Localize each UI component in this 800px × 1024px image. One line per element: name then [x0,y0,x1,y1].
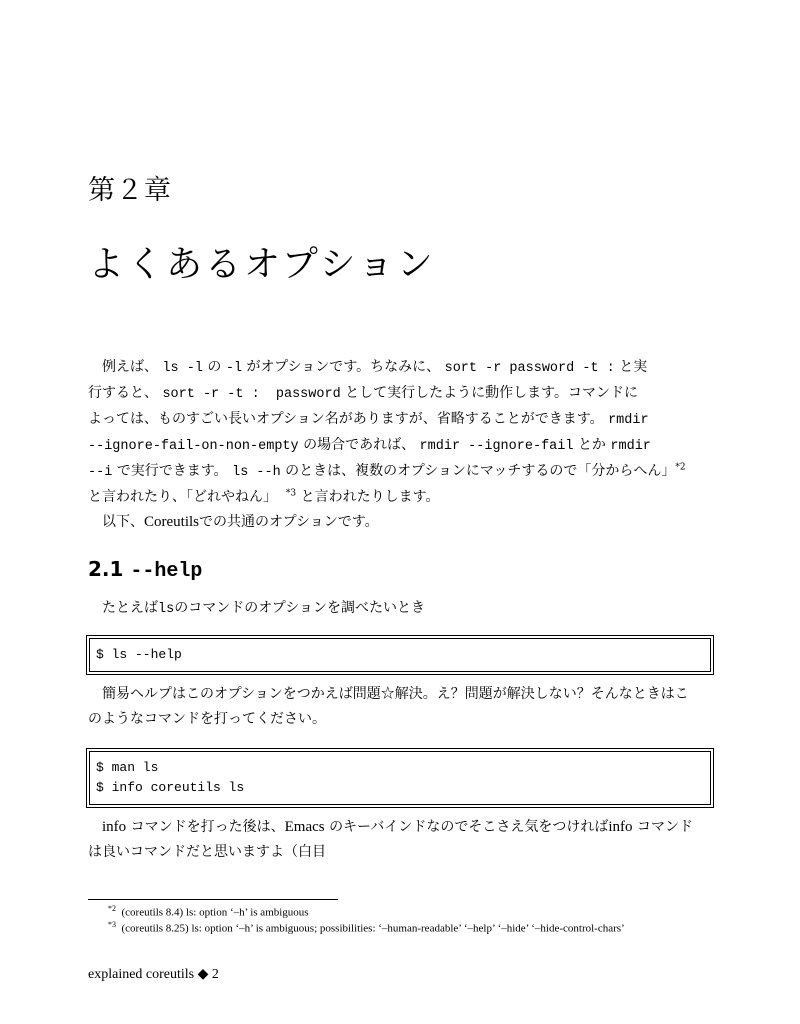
footnote-divider [88,899,338,900]
body-paragraph [88,815,716,865]
text-line: 簡易ヘルプはこのオプションをつかえば問題☆解決。え？問題が解決しない？そんなときはこ [88,686,689,702]
code-block [86,748,714,808]
intro-paragraph [88,355,716,535]
footnote: $^{*2}$ (coreutils 8.4) ls: option ‘–h’ is ambiguous [108,904,309,919]
text-line: よっては、ものすごい長いオプション名がありますが、省略することができます。 rmdir [88,411,649,428]
footnote-ref[interactable]: *3 [285,488,297,499]
footnote-mark: *3 [108,920,116,929]
text-line: は良いコマンドだと思いますよ（白目 [88,844,326,860]
diamond-icon: ◆ [197,967,209,982]
text-line: info コマンドを打った後は、Emacs のキーバインドなのでそこさえ気をつければinfo コマンド [102,819,693,835]
text-line: 例えば、 ls -l の -l がオプションです。ちなみに、 sort -r password -t : と実 [88,359,648,376]
chapter-title: よくあるオプション [88,244,436,285]
text-line: 以下、Coreutilsでの共通のオプションです。 [88,514,379,530]
page-footer [88,966,219,983]
footnote: $^{*3}$ (coreutils 8.25) ls: option ‘–h’ is ambiguous; possibilities: ‘–human-readable’ ‘–help’ ‘–hide’ ‘–hide-control-chars’ [108,920,625,935]
text-line: と言われたり、「どれやねん」 $^{*3}$ と言われたりします。 [88,488,440,505]
code-line: $ info coreutils ls [96,780,245,795]
help-intro-text: たとえばlsのコマンドのオプションを調べたいとき [88,600,425,617]
text-line: --ignore-fail-on-non-empty の場合であれば、 rmdir --ignore-fail とか rmdir [88,437,651,454]
text-line: のようなコマンドを打ってください。 [88,711,326,727]
code-line: $ ls --help [96,647,182,662]
text-line: --i で実行できます。 ls --h のときは、複数のオプションにマッチするので「分からへん」$^{*2}$ [88,462,686,480]
footnote-ref[interactable]: *2 [675,462,686,473]
code-line: $ man ls [96,760,159,775]
footer-title: explained coreutils [88,967,195,982]
code-block [86,635,714,675]
footnote-mark: *2 [108,904,116,913]
text-line: 行すると、 sort -r -t : password として実行したように動作します。コマンドに [88,385,639,402]
section-heading: 2.1 --help [88,557,203,583]
body-paragraph [88,682,716,732]
page-number: 2 [211,967,219,982]
chapter-label: 第２章 [88,175,172,206]
